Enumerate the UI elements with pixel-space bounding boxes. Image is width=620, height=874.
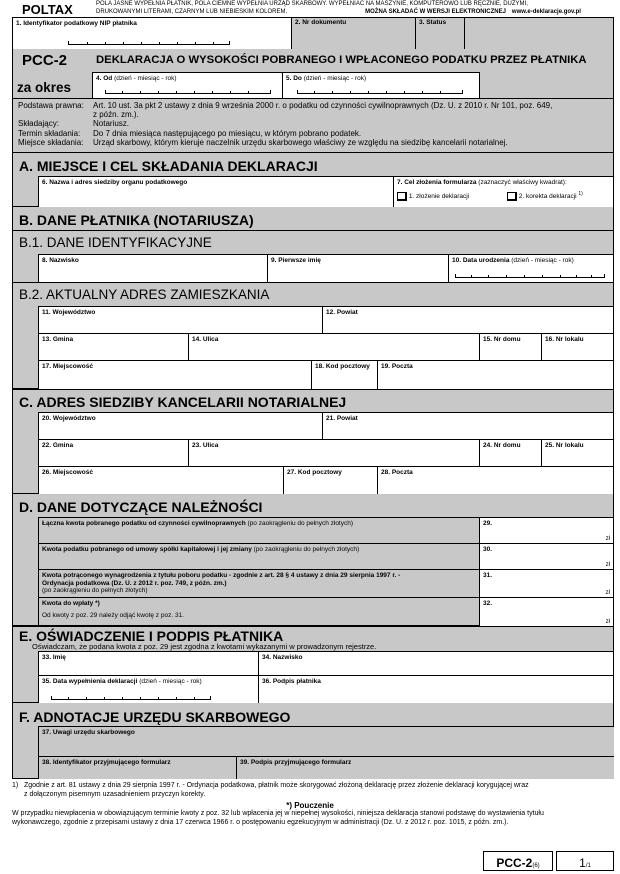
legal-row: z późn. zm.). <box>93 110 139 120</box>
signer-first-name-field[interactable] <box>38 651 258 675</box>
office-county-field[interactable] <box>322 412 614 439</box>
status-field <box>415 17 465 49</box>
office-post-office-label: 28. Poczta <box>381 469 413 476</box>
section-a-title: A. MIEJSCE I CEL SKŁADANIA DEKLARACJI <box>19 158 318 174</box>
birth-date-field[interactable] <box>448 254 614 282</box>
fill-instructions <box>96 1 616 16</box>
pouczenie-text <box>12 810 616 827</box>
doc-number-label: 2. Nr dokumentu <box>295 19 347 26</box>
office-postal-code-label: 27. Kod pocztowy <box>287 469 342 476</box>
period-from-field[interactable] <box>92 72 282 98</box>
correction-checkbox[interactable] <box>507 192 517 201</box>
office-street-field[interactable] <box>188 439 479 466</box>
county-field[interactable] <box>322 306 614 333</box>
status-label: 3. Status <box>419 19 447 26</box>
purpose-options <box>397 190 610 201</box>
footnote-1 <box>12 782 614 799</box>
footnote-mark: 1) <box>12 782 19 789</box>
receiver-signature-field <box>236 756 614 779</box>
office-commune-field[interactable] <box>38 439 188 466</box>
period-to-label: 5. Do (dzień - miesiąc - rok) <box>286 75 367 82</box>
section-b-title: B. DANE PŁATNIKA (NOTARIUSZA) <box>19 212 254 228</box>
section-b2-title: B.2. AKTUALNY ADRES ZAMIESZKANIA <box>19 287 270 302</box>
county-label: 12. Powiat <box>326 309 358 316</box>
doc-number-field <box>291 17 415 49</box>
purpose-field <box>393 176 614 207</box>
office-remarks-label: 37. Uwagi urzędu skarbowego <box>42 729 135 736</box>
amount-field-31[interactable] <box>479 569 614 597</box>
legal-row: Miejsce składania: Urząd skarbowy, którym kieruje naczelnik urzędu skarbowego właściwy ze względu na siedzibę kancelarii notarialnej. <box>18 137 508 147</box>
fill-date-comb <box>51 696 211 700</box>
office-remarks-field <box>38 726 614 756</box>
office-postal-code-field[interactable] <box>283 466 377 494</box>
nip-label: 1. Identyfikator podatkowy NIP płatnika <box>16 20 137 27</box>
form-code-box: PCC-2(6) <box>483 851 553 871</box>
tax-office-field[interactable] <box>38 176 393 207</box>
pouczenie-line: W przypadku niewpłacenia w obowiązującym terminie kwoty z poz. 32 lub wpłacenia jej w niepełnej wysokości, niniejsza deklaracja stanowi podstawę do wystawienia tytułu <box>12 810 544 817</box>
postal-code-label: 18. Kod pocztowy <box>315 363 370 370</box>
correction-option-label: 2. korekta deklaracji <box>518 193 577 201</box>
commune-label: 13. Gmina <box>42 336 74 343</box>
voivodeship-label: 11. Województwo <box>42 309 96 316</box>
signer-surname-label: 34. Nazwisko <box>262 654 303 661</box>
tax-office-label: 6. Nazwa i adres siedziby organu podatkowego <box>42 179 188 186</box>
nip-comb <box>68 41 230 45</box>
form-title: DEKLARACJA O WYSOKOŚCI POBRANEGO I WPŁACONEGO PODATKU PRZEZ PŁATNIKA <box>96 54 587 66</box>
currency-label: zł <box>605 536 610 542</box>
za-okres-label: za okres <box>17 80 72 95</box>
pouczenie-line: wykonawczego, zgodnie z przepisami ustawy z dnia 17 czerwca 1966 r. o postępowaniu egzekucyjnym w administracji (Dz. U. z 2012 r. poz. 1015, z późn. zm.). <box>12 818 509 826</box>
house-number-label: 15. Nr domu <box>483 336 521 343</box>
amount-row-30: Kwota podatku pobranego od umowy spółki kapitałowej i jej zmiany (po zaokrągleniu do pełnych złotych) <box>38 543 479 569</box>
instruction-line-2: DRUKOWANYMI LITERAMI, CZARNYM LUB NIEBIESKIM KOLOREM. MOŻNA SKŁADAĆ W WERSJI ELEKTRONICZNEJ www.e-deklaracje.gov.pl <box>96 8 581 15</box>
period-from-comb <box>105 90 271 94</box>
amount-31-label: 31. <box>483 572 493 579</box>
office-commune-label: 22. Gmina <box>42 442 74 449</box>
amount-29-label: 29. <box>483 520 493 527</box>
amount-row-31: Kwota potrąconego wynagrodzenia z tytułu poboru podatku - zgodnie z art. 28 § 4 ustawy z dnia 29 sierpnia 1997 r. - Ordynacja podatkowa (Dz. U. z 2012 r. poz. 749, z późn. zm.) (po zaokrągleniu do pełnych złotych) <box>38 569 479 597</box>
signer-first-name-label: 33. Imię <box>42 654 66 661</box>
amount-field-29[interactable] <box>479 517 614 543</box>
correction-footnote-mark: 1) <box>578 191 583 197</box>
period-from-label: 4. Od (dzień - miesiąc - rok) <box>96 75 177 82</box>
post-office-field[interactable] <box>377 360 614 389</box>
office-post-office-field[interactable] <box>377 466 614 494</box>
surname-field[interactable] <box>38 254 267 282</box>
amount-row-32: Kwota do wpłaty *) Od kwoty z poz. 29 należy odjąć kwotę z poz. 31. <box>38 597 479 626</box>
commune-field[interactable] <box>38 333 188 360</box>
office-locality-label: 26. Miejscowość <box>42 469 93 476</box>
street-label: 14. Ulica <box>192 336 219 343</box>
footnote-line: z dołączonym pisemnym uzasadnieniem przyczyn korekty. <box>24 790 206 798</box>
locality-label: 17. Miejscowość <box>42 363 93 370</box>
amount-field-32[interactable] <box>479 597 614 626</box>
amount-30-label: 30. <box>483 546 493 553</box>
fill-date-field[interactable] <box>38 675 258 703</box>
section-d-title: D. DANE DOTYCZĄCE NALEŻNOŚCI <box>19 499 263 515</box>
receiver-id-label: 38. Identyfikator przyjmującego formularz <box>42 759 171 766</box>
submit-option-label: 1. złożenie deklaracji <box>408 193 470 201</box>
legal-row: Składający: Notariusz. <box>18 119 130 129</box>
footnote-line: Zgodnie z art. 81 ustawy z dnia 29 sierpnia 1997 r. - Ordynacja podatkowa, płatnik może skorygować złożoną deklarację przez złożenie deklaracji korygującej wraz <box>24 782 529 789</box>
postal-code-field[interactable] <box>311 360 377 389</box>
post-office-label: 19. Poczta <box>381 363 413 370</box>
statement-text: Oświadczam, że podana kwota z poz. 29 jest zgodna z kwotami wykazanymi w prowadzonym rejestrze. <box>32 642 377 651</box>
section-f-title: F. ADNOTACJE URZĘDU SKARBOWEGO <box>19 709 291 725</box>
locality-field[interactable] <box>38 360 311 389</box>
submit-checkbox[interactable] <box>397 192 407 201</box>
first-name-label: 9. Pierwsze imię <box>271 257 321 264</box>
office-flat-number-label: 25. Nr lokalu <box>545 442 584 449</box>
flat-number-field[interactable] <box>541 333 614 360</box>
legal-row: Termin składania: Do 7 dnia miesiąca następującego po miesiącu, w którym pobrano podatek. <box>18 128 362 138</box>
form-code: PCC-2 <box>22 52 68 69</box>
signature-label: 36. Podpis płatnika <box>262 678 321 685</box>
voivodeship-field[interactable] <box>38 306 322 333</box>
birth-date-comb <box>455 274 605 278</box>
nip-field[interactable] <box>12 17 291 49</box>
purpose-label: 7. Cel złożenia formularza (zaznaczyć właściwy kwadrat): <box>397 179 567 186</box>
amount-field-30[interactable] <box>479 543 614 569</box>
period-to-field[interactable] <box>282 72 480 98</box>
receiver-id-field <box>38 756 236 779</box>
flat-number-label: 16. Nr lokalu <box>545 336 584 343</box>
legal-info <box>12 98 614 153</box>
receiver-signature-label: 39. Podpis przyjmującego formularz <box>240 759 352 766</box>
signature-field[interactable] <box>258 675 614 703</box>
office-voivodeship-field[interactable] <box>38 412 322 439</box>
office-flat-number-field[interactable] <box>541 439 614 466</box>
brand-logo: POLTAX <box>22 2 73 17</box>
fill-date-label: 35. Data wypełnienia deklaracji (dzień - miesiąc - rok) <box>42 678 202 685</box>
b-divider <box>12 230 614 231</box>
currency-label: zł <box>605 590 610 596</box>
amount-32-label: 32. <box>483 600 493 607</box>
office-street-label: 23. Ulica <box>192 442 219 449</box>
legal-row: Podstawa prawna: Art. 10 ust. 3a pkt 2 ustawy z dnia 9 września 2000 r. o podatku od czynności cywilnoprawnych (Dz. U. z 2010 r. Nr 101, poz. 649, <box>18 101 553 110</box>
instruction-line-1: POLA JASNE WYPEŁNIA PŁATNIK, POLA CIEMNE WYPEŁNIA URZĄD SKARBOWY. WYPEŁNIAĆ NA MASZYNIE, KOMPUTEROWO LUB RĘCZNIE, DUŻYMI, <box>96 1 528 7</box>
office-county-label: 21. Powiat <box>326 415 358 422</box>
page-number-box: 1/1 <box>556 851 614 871</box>
street-field[interactable] <box>188 333 479 360</box>
period-to-comb <box>297 90 463 94</box>
section-b1-title: B.1. DANE IDENTYFIKACYJNE <box>19 235 212 250</box>
b2-divider <box>12 282 614 283</box>
office-locality-field[interactable] <box>38 466 283 494</box>
signer-surname-field[interactable] <box>258 651 614 675</box>
currency-label: zł <box>605 619 610 625</box>
office-voivodeship-label: 20. Województwo <box>42 415 96 422</box>
house-number-field[interactable] <box>479 333 541 360</box>
office-house-number-field[interactable] <box>479 439 541 466</box>
birth-date-label: 10. Data urodzenia (dzień - miesiąc - rok) <box>452 257 574 264</box>
currency-label: zł <box>605 562 610 568</box>
first-name-field[interactable] <box>267 254 448 282</box>
section-c-title: C. ADRES SIEDZIBY KANCELARII NOTARIALNEJ <box>19 394 347 410</box>
surname-label: 8. Nazwisko <box>42 257 79 264</box>
office-house-number-label: 24. Nr domu <box>483 442 521 449</box>
amount-row-29: Łączna kwota pobranego podatku od czynności cywilnoprawnych (po zaokrągleniu do pełnych złotych) <box>38 517 479 543</box>
section-e-title: E. OŚWIADCZENIE I PODPIS PŁATNIKA <box>19 628 284 644</box>
pouczenie-title: *) Pouczenie <box>286 801 334 810</box>
